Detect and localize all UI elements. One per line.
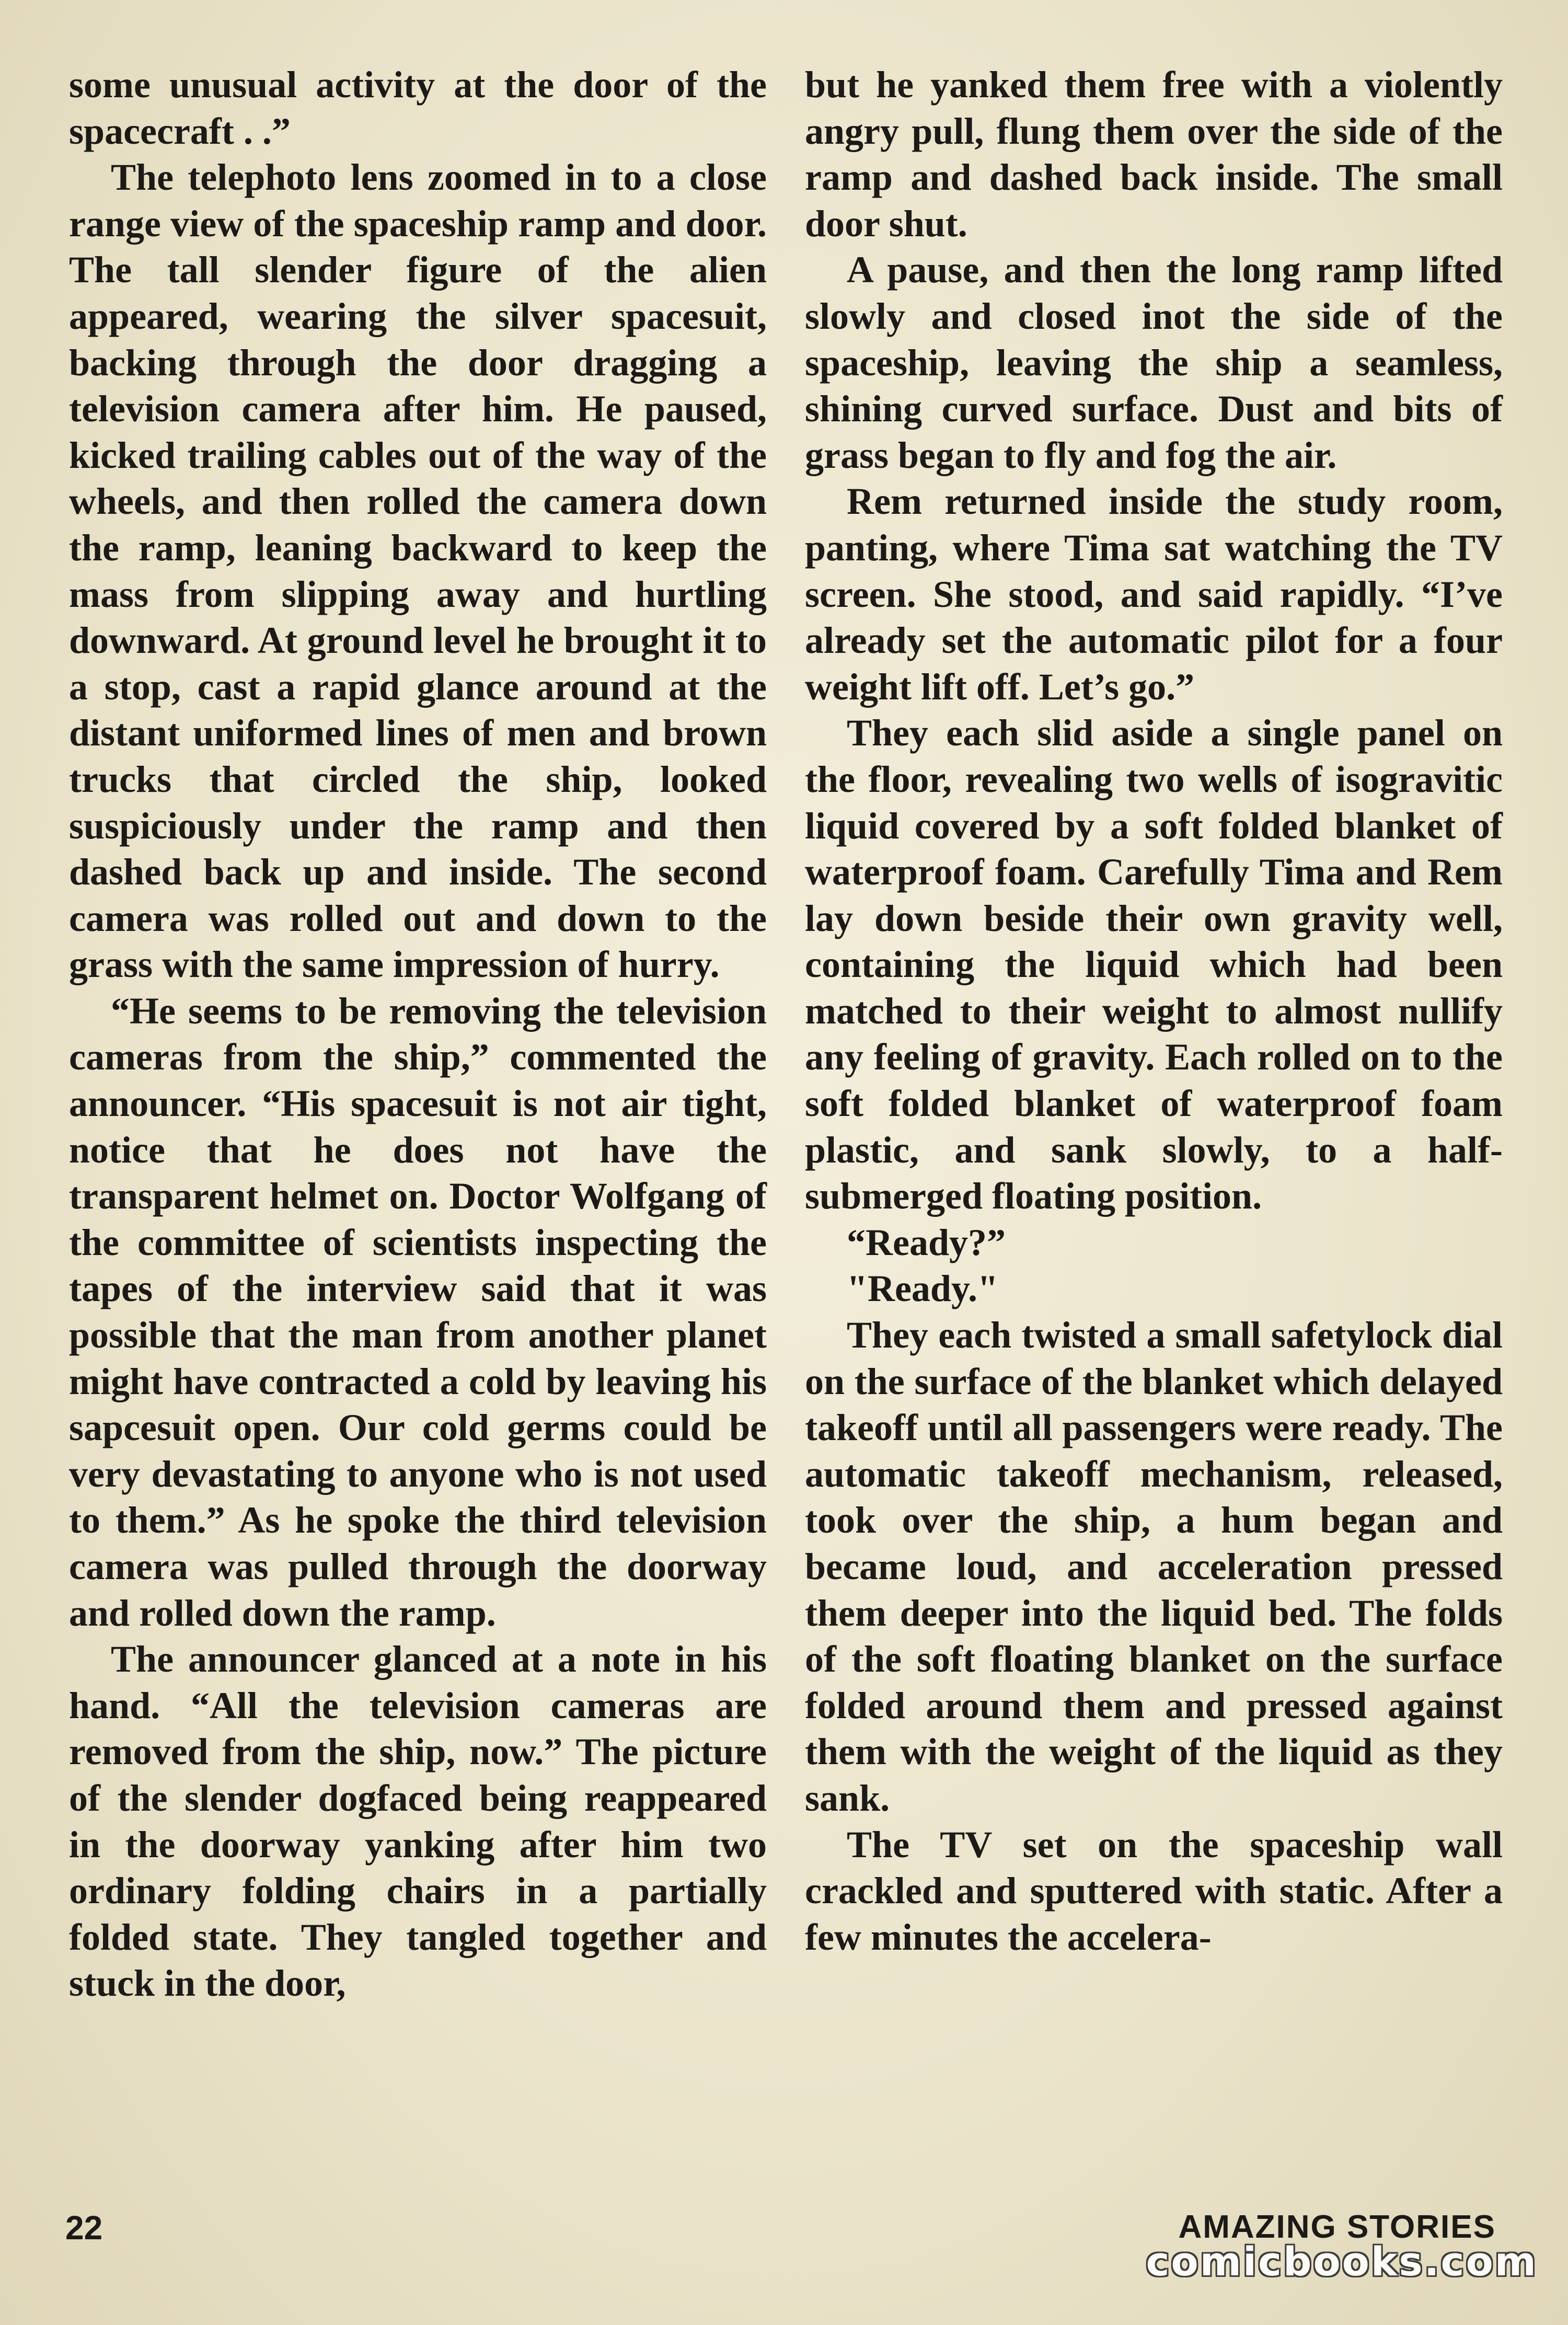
- right-text-column: [805, 62, 1503, 1960]
- magazine-title: AMAZING STORIES: [1178, 2209, 1496, 2245]
- paragraph: some unusual activity at the door of the spacecraft . .”: [69, 64, 767, 152]
- paragraph: The TV set on the spaceship wall crackled and sputtered with static. After a few minutes the accelera-: [805, 1823, 1503, 1958]
- paragraph: They each twisted a small safetylock dial on the surface of the blanket which delayed takeoff until all passengers were ready. The automatic takeoff mechanism, released, took over the ship, a hum began and became loud, and acceleration pressed them deeper into the liquid bed. The folds of the soft floating blanket on the surface folded around them and pressed against them with the weight of the liquid as they sank.: [805, 1314, 1503, 1819]
- paragraph: A pause, and then the long ramp lifted slowly and closed inot the side of the spaceship, leaving the ship a seamless, shining curved surface. Dust and bits of grass began to fly and fog the air.: [805, 249, 1503, 476]
- watermark: comicbooks.com: [1146, 2238, 1538, 2285]
- page-number: 22: [65, 2209, 103, 2247]
- paragraph: The telephoto lens zoomed in to a close range view of the spaceship ramp and door. The tall slender figure of the alien appeared, wearing the silver spacesuit, backing through the door dragging a television camera after him. He paused, kicked trailing cables out of the way of the wheels, and then rolled the camera down the ramp, leaning backward to keep the mass from slipping away and hurtling downward. At ground level he brought it to a stop, cast a rapid glance around at the distant uniformed lines of men and brown trucks that circled the ship, looked suspiciously under the ramp and then dashed back up and inside. The second camera was rolled out and down to the grass with the same impression of hurry.: [69, 156, 767, 986]
- paragraph: Rem returned inside the study room, panting, where Tima sat watching the TV screen. She stood, and said rapidly. “I’ve already set the automatic pilot for a four weight lift off. Let’s go.”: [805, 480, 1503, 708]
- dialog-line: “Ready?”: [847, 1221, 1006, 1263]
- paragraph: but he yanked them free with a violently angry pull, flung them over the side of the ramp and dashed back inside. The small door shut.: [805, 64, 1503, 245]
- paragraph: “He seems to be removing the television cameras from the ship,” commented the announcer. “His spacesuit is not air tight, notice that he does not have the transparent helmet on. Doctor Wolfgang of the committee of scientists inspecting the tapes of the interview said that it was possible that the man from another planet might have contracted a cold by leaving his sapcesuit open. Our cold germs could be very devastating to anyone who is not used to them.” As he spoke the third television camera was pulled through the doorway and rolled down the ramp.: [69, 989, 767, 1634]
- paragraph: They each slid aside a single panel on the floor, revealing two wells of isogravitic liquid covered by a soft folded blanket of waterproof foam. Carefully Tima and Rem lay down beside their own gravity well, containing the liquid which had been matched to their weight to almost nullify any feeling of gravity. Each rolled on to the soft folded blanket of waterproof foam plastic, and sank slowly, to a half-submerged floating position.: [805, 712, 1503, 1217]
- dialog-line: "Ready.": [847, 1268, 998, 1310]
- paragraph: The announcer glanced at a note in his hand. “All the television cameras are removed from the ship, now.” The picture of the slender dogfaced being reappeared in the doorway yanking after him two ordinary folding chairs in a partially folded state. They tangled together and stuck in the door,: [69, 1638, 767, 2005]
- left-text-column: [69, 62, 767, 2007]
